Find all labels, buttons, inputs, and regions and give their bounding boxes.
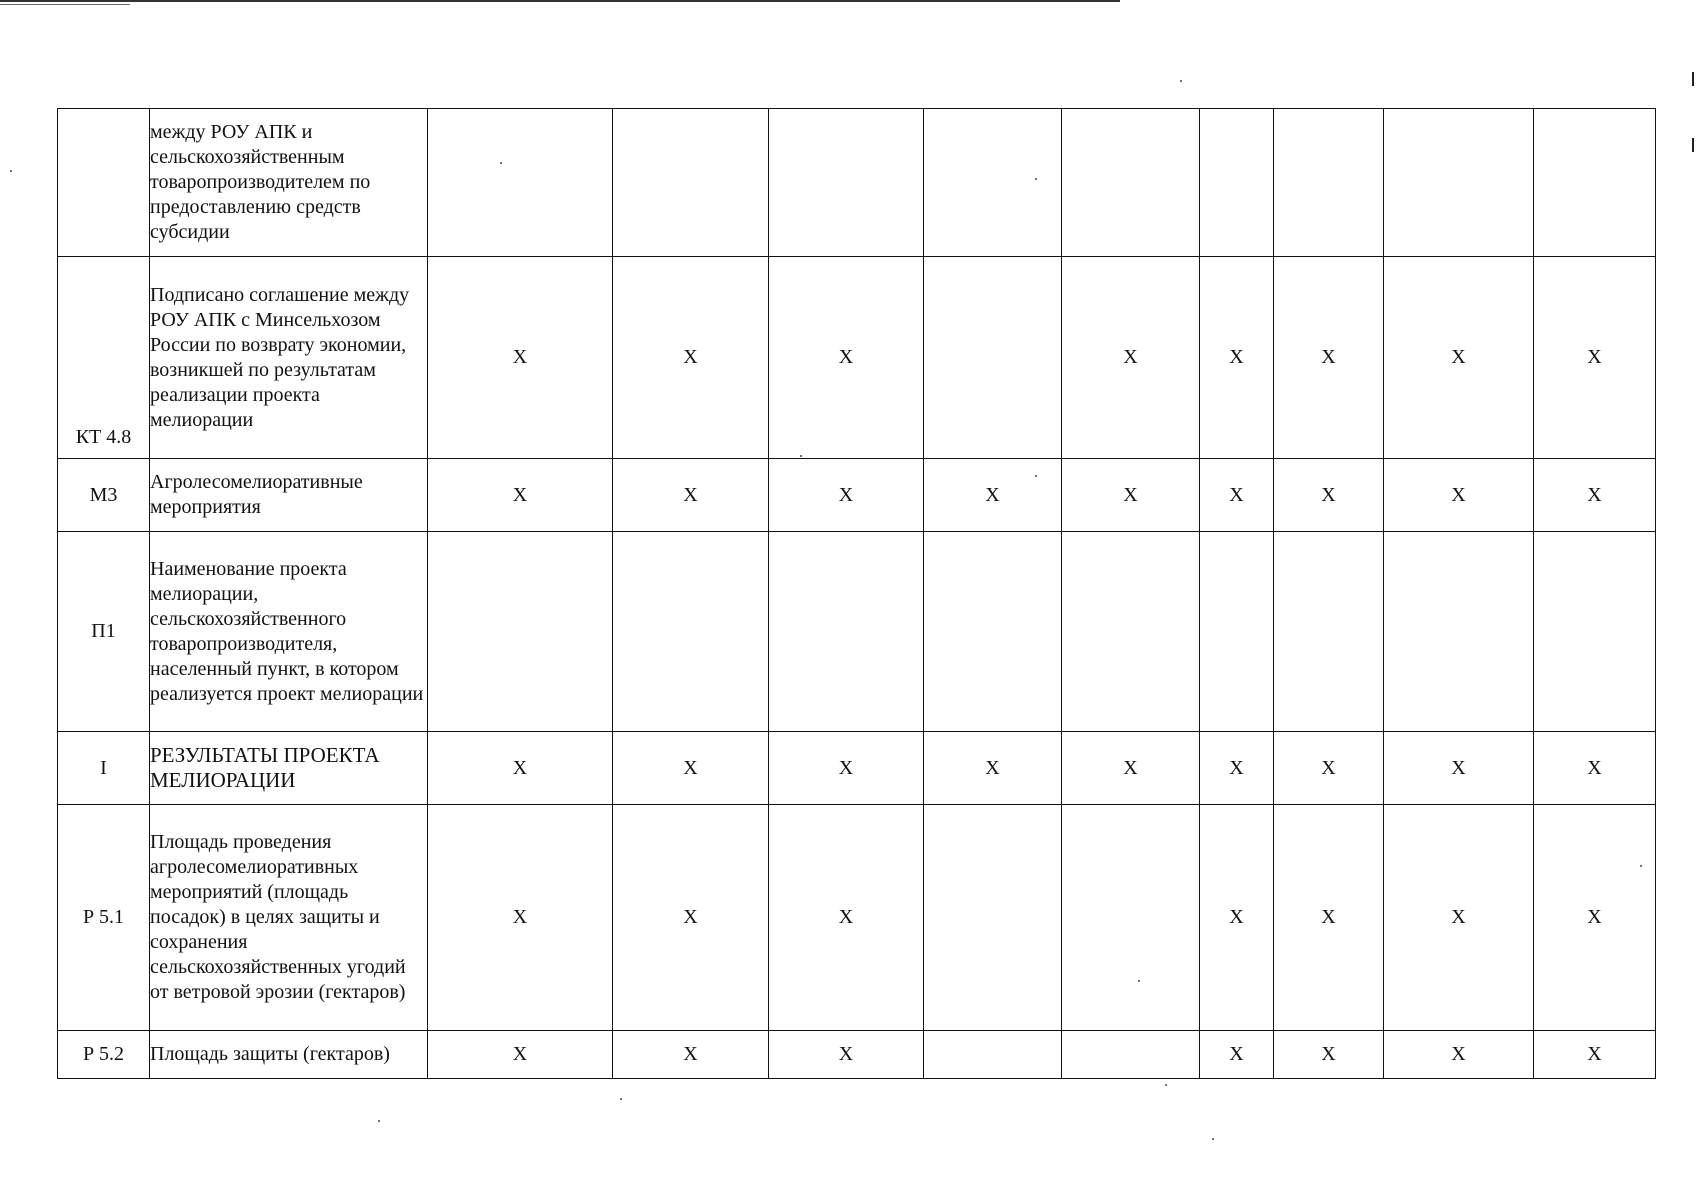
row-mark (428, 532, 613, 732)
row-code: П1 (58, 532, 150, 732)
row-mark (1062, 532, 1200, 732)
row-mark (924, 1031, 1062, 1079)
row-mark: X (769, 257, 924, 459)
row-mark (1062, 1031, 1200, 1079)
row-mark: X (1534, 732, 1656, 805)
row-mark: X (1200, 257, 1274, 459)
row-mark: X (428, 459, 613, 532)
scan-edge-mark (1692, 138, 1694, 152)
row-mark (769, 109, 924, 257)
row-mark: X (1274, 459, 1384, 532)
row-mark (1274, 532, 1384, 732)
scan-speck (1165, 1084, 1167, 1086)
row-mark: X (924, 459, 1062, 532)
row-code: М3 (58, 459, 150, 532)
row-mark (613, 109, 769, 257)
row-name: Подписано соглашение между РОУ АПК с Минсельхозом России по возврату экономии, возникшей по результатам реализации проекта мелиорации (150, 257, 428, 459)
scan-speck (1640, 865, 1642, 867)
row-mark: X (1200, 732, 1274, 805)
row-mark (1384, 532, 1534, 732)
row-name: Наименование проекта мелиорации, сельскохозяйственного товаропроизводителя, населенный пункт, в котором реализуется проект мелиорации (150, 532, 428, 732)
row-mark (924, 532, 1062, 732)
row-mark (769, 532, 924, 732)
row-mark (428, 109, 613, 257)
row-mark: X (1062, 257, 1200, 459)
row-mark: X (428, 257, 613, 459)
row-mark: X (1384, 257, 1534, 459)
table-row (58, 1031, 1656, 1079)
scan-speck (378, 1120, 380, 1122)
row-mark (924, 109, 1062, 257)
row-mark (1200, 532, 1274, 732)
scan-speck (1212, 1138, 1214, 1140)
scan-edge-mark (1692, 72, 1694, 86)
row-mark (1200, 109, 1274, 257)
scan-border-line (0, 0, 1120, 2)
row-mark: X (1384, 732, 1534, 805)
row-mark: X (1200, 1031, 1274, 1079)
row-mark: X (1062, 459, 1200, 532)
row-name: РЕЗУЛЬТАТЫ ПРОЕКТА МЕЛИОРАЦИИ (150, 732, 428, 805)
scan-speck (1035, 178, 1037, 180)
scan-speck (500, 162, 502, 164)
row-mark (1274, 109, 1384, 257)
row-mark: X (613, 459, 769, 532)
row-mark: X (769, 732, 924, 805)
row-mark: X (1274, 1031, 1384, 1079)
row-mark: X (1534, 805, 1656, 1031)
table-row (58, 257, 1656, 459)
row-mark (1062, 109, 1200, 257)
row-mark (613, 532, 769, 732)
scan-speck (10, 170, 12, 172)
row-mark: X (1534, 459, 1656, 532)
table-row (58, 109, 1656, 257)
row-code: Р 5.2 (58, 1031, 150, 1079)
row-name: Агролесомелиоративные мероприятия (150, 459, 428, 532)
table-row (58, 805, 1656, 1031)
row-mark: X (428, 805, 613, 1031)
table-row (58, 732, 1656, 805)
scan-speck (1138, 980, 1140, 982)
row-mark: X (769, 1031, 924, 1079)
row-code: I (58, 732, 150, 805)
measures-table (57, 108, 1656, 1079)
row-mark: X (769, 805, 924, 1031)
row-mark (1534, 532, 1656, 732)
row-mark (924, 805, 1062, 1031)
scan-speck (800, 455, 802, 457)
row-mark (924, 257, 1062, 459)
row-mark: X (924, 732, 1062, 805)
row-mark (1062, 805, 1200, 1031)
row-name: между РОУ АПК и сельскохозяйственным товаропроизводителем по предоставлению средств субсидии (150, 109, 428, 257)
row-mark: X (1200, 459, 1274, 532)
row-mark: X (1274, 257, 1384, 459)
row-mark (1384, 109, 1534, 257)
scan-speck (1180, 80, 1182, 82)
row-code: Р 5.1 (58, 805, 150, 1031)
row-mark: X (1384, 1031, 1534, 1079)
row-mark: X (769, 459, 924, 532)
row-mark: X (428, 732, 613, 805)
row-mark: X (1534, 257, 1656, 459)
row-name: Площадь защиты (гектаров) (150, 1031, 428, 1079)
row-mark: X (1384, 459, 1534, 532)
row-code (58, 109, 150, 257)
row-mark: X (1534, 1031, 1656, 1079)
row-name: Площадь проведения агролесомелиоративных мероприятий (площадь посадок) в целях защиты и сохранения сельскохозяйственных угодий от ветровой эрозии (гектаров) (150, 805, 428, 1031)
row-mark: X (613, 732, 769, 805)
row-mark: X (613, 1031, 769, 1079)
row-mark: X (613, 805, 769, 1031)
scan-speck (1035, 475, 1037, 477)
row-code: КТ 4.8 (58, 257, 150, 459)
row-mark: X (613, 257, 769, 459)
row-mark: X (1062, 732, 1200, 805)
row-mark: X (1274, 732, 1384, 805)
row-mark: X (1200, 805, 1274, 1031)
scan-border-line (0, 4, 130, 5)
table-row (58, 532, 1656, 732)
row-mark: X (428, 1031, 613, 1079)
row-mark: X (1384, 805, 1534, 1031)
row-mark: X (1274, 805, 1384, 1031)
scan-speck (620, 1098, 622, 1100)
table-row (58, 459, 1656, 532)
row-mark (1534, 109, 1656, 257)
